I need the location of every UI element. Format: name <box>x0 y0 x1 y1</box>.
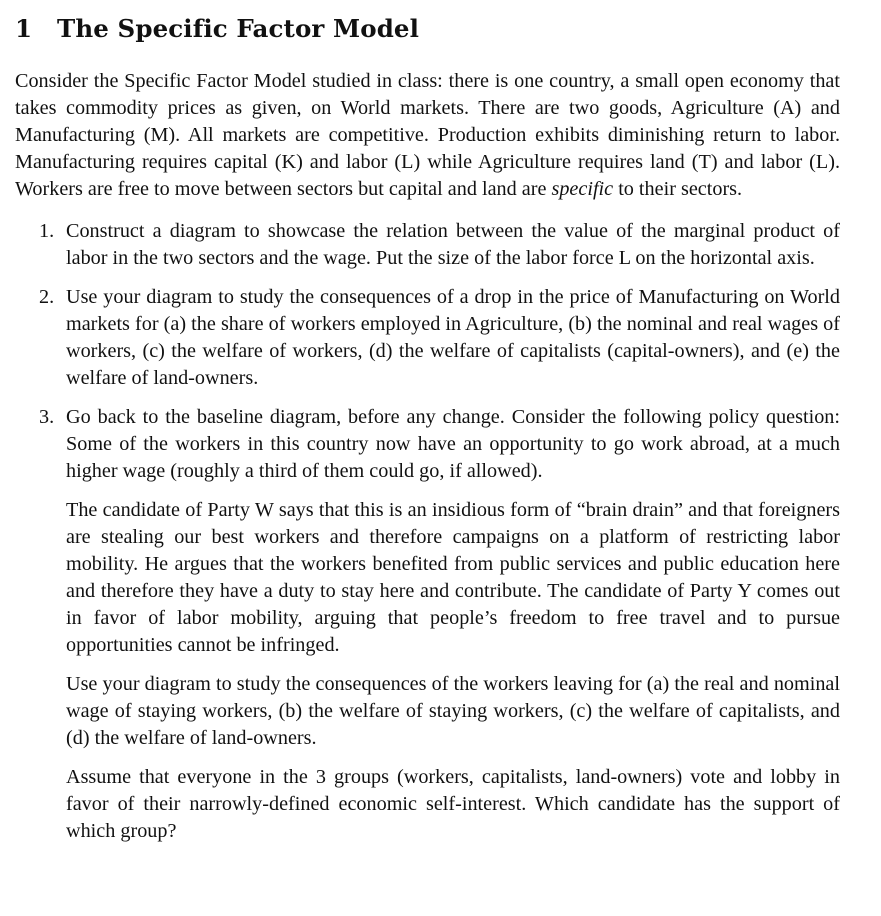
question-paragraph: Assume that everyone in the 3 groups (workers, capitalists, land-owners) vote and lobby in favor of their narrowly-defined economic self-interest. Which candidate has the support of which group? <box>66 766 840 842</box>
intro-text: Consider the Specific Factor Model studied in class: there is one country, a small open economy that takes commodity prices as given, on World markets. There are two goods, Agriculture (A) and Manufacturing (M). All markets are competitive. Production exhibits diminishing return to labor. Manufacturing requires capital (K) and labor (L) while Agriculture requires land (T) and labor (L). Workers are free to move between sectors but capital and land are <box>15 70 840 200</box>
question-paragraph: The candidate of Party W says that this is an insidious form of “brain drain” and that foreigners are stealing our best workers and therefore campaigns on a platform of restricting labor mobility. He argues that the workers benefited from public services and public education here and therefore they have a duty to stay here and contribute. The candidate of Party Y comes out in favor of labor mobility, arguing that people’s freedom to free travel and to pursue opportunities cannot be infringed. <box>66 499 840 656</box>
question-number: 1. <box>39 220 55 242</box>
question-list <box>15 218 840 845</box>
question-paragraph: Go back to the baseline diagram, before any change. Consider the following policy question: Some of the workers in this country now have an opportunity to go work abroad, at a much higher wage (roughly a third of them could go, if allowed). <box>66 406 840 482</box>
question-paragraph: Construct a diagram to showcase the relation between the value of the marginal product of labor in the two sectors and the wage. Put the size of the labor force L on the horizontal axis. <box>66 220 840 269</box>
question-number: 2. <box>39 286 55 308</box>
question-item <box>15 284 840 392</box>
question-item <box>15 218 840 272</box>
section-number: 1 <box>15 14 33 43</box>
section-title: The Specific Factor Model <box>57 14 420 43</box>
intro-text-end: to their sectors. <box>613 178 743 200</box>
question-paragraph: Use your diagram to study the consequences of a drop in the price of Manufacturing on World markets for (a) the share of workers employed in Agriculture, (b) the nominal and real wages of workers, (c) the welfare of workers, (d) the welfare of capitalists (capital-owners), and (e) the welfare of land-owners. <box>66 286 840 389</box>
question-paragraph: Use your diagram to study the consequences of the workers leaving for (a) the real and nominal wage of staying workers, (b) the welfare of staying workers, (c) the welfare of capitalists, and (d) the welfare of land-owners. <box>66 673 840 749</box>
question-item <box>15 404 840 845</box>
section-heading <box>15 12 840 46</box>
question-number: 3. <box>39 406 55 428</box>
intro-emphasis: specific <box>551 178 614 200</box>
intro-paragraph <box>15 68 840 203</box>
document-page <box>15 12 840 857</box>
